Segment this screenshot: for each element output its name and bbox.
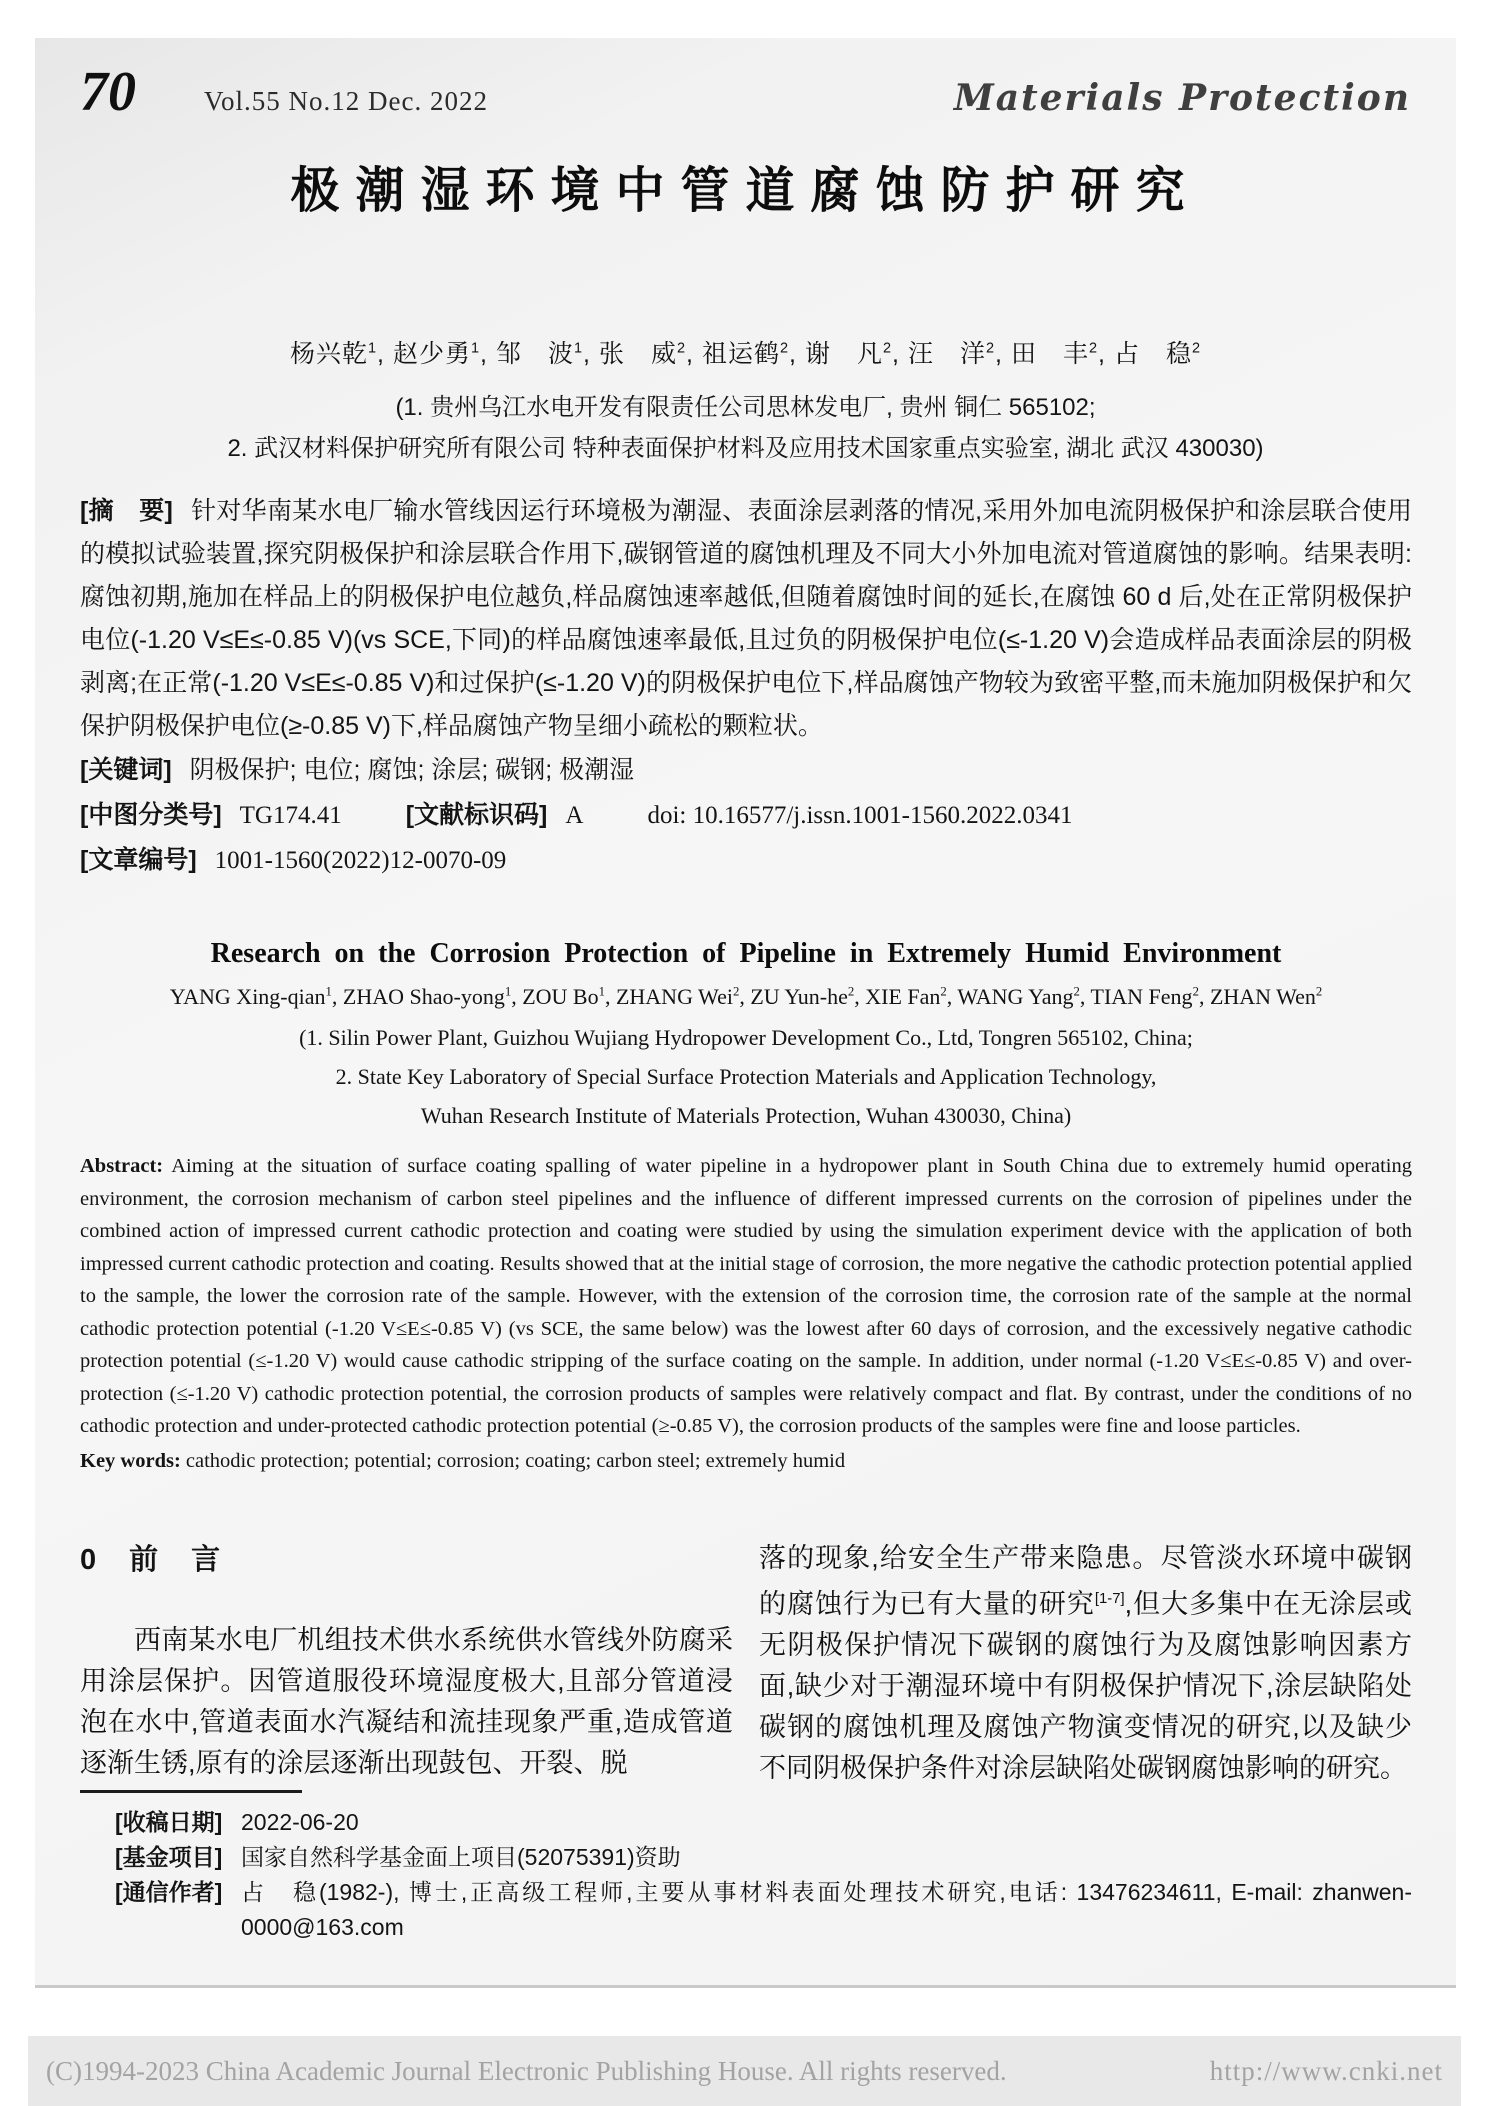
author-name: ZHANG Wei [615, 984, 733, 1009]
author [599, 340, 686, 368]
author [522, 984, 605, 1009]
author-name: YANG Xing-qian [169, 984, 326, 1009]
page-number: 70 [80, 61, 136, 123]
clc-line [80, 793, 1412, 838]
article-id-label: [文章编号] [80, 846, 197, 874]
affiliations-zh [35, 387, 1456, 469]
author [170, 984, 332, 1009]
issue-info: Vol.55 No.12 Dec. 2022 [204, 86, 488, 116]
abstract-text-en: Aiming at the situation of surface coating spalling of water pipeline in a hydropower plant in South China due to extremely humid operating environment, the corrosion mechanism of carbon steel pipelines and the influence of different impressed currents on the corrosion of pipelines under the combined action of impressed current cathodic protection and coating were studied by using the simulation experiment device with the application of both impressed current cathodic protection and coating. Results showed that at the initial stage of corrosion, the more negative the cathodic protection potential applied to the sample, the lower the corrosion rate of the sample. However, with the extension of the corrosion time, the corrosion rate of the sample at the normal cathodic protection potential (-1.20 V≤E≤-0.85 V) (vs SCE, the same below) was the lowest after 60 days of corrosion, and the excessively negative cathodic protection potential (≤-1.20 V) would cause cathodic stripping of the surface coating on the sample. In addition, under normal (-1.20 V≤E≤-0.85 V) and over-protection (≤-1.20 V) cathodic protection potential, the corrosion products of samples were relatively compact and flat. By contrast, under the conditions of no cathodic protection and under-protected cathodic protection potential (≥-0.85 V), the corrosion products of the samples were fine and loose particles. [80, 1155, 1412, 1437]
author-affiliation-sup: 2 [1088, 340, 1099, 357]
author [865, 984, 947, 1009]
footnote-label: [基金项目] [115, 1844, 223, 1870]
page-background [35, 38, 1456, 1988]
left-column [80, 1538, 733, 1789]
section-heading: 0 前 言 [80, 1544, 223, 1576]
affiliation-line: 2. 武汉材料保护研究所有限公司 特种表面保护材料及应用技术国家重点实验室, 湖北 武汉 430030) [227, 435, 1264, 462]
footnote-row [80, 1840, 1412, 1875]
author-affiliation-sup: 1 [470, 340, 481, 357]
author-affiliation-sup: 1 [573, 340, 584, 357]
author-affiliation-sup: 2 [1191, 340, 1202, 357]
footer-bar [28, 2036, 1461, 2106]
article-title-zh: 极潮湿环境中管道腐蚀防护研究 [290, 164, 1201, 218]
footnote-text: 国家自然科学基金面上项目(52075391)资助 [241, 1844, 681, 1870]
author-name: 张 威 [598, 340, 677, 368]
author [290, 340, 377, 368]
author [957, 984, 1080, 1009]
footnote-rows [80, 1805, 1412, 1945]
affiliations-en [80, 1018, 1412, 1135]
abstract-zh-paragraph [80, 490, 1412, 748]
author [496, 340, 583, 368]
footnote-label: [通信作者] [115, 1879, 223, 1905]
author-name: ZOU Bo [522, 984, 599, 1009]
body-paragraph-right [759, 1538, 1412, 1789]
author-affiliation-sup: 1 [598, 984, 605, 999]
author-affiliation-sup: 1 [504, 984, 512, 999]
footnote-separator [80, 1790, 302, 1793]
right-column [759, 1538, 1412, 1789]
right-paragraph-pre: 落的现象,给安全生产带来隐患。尽管淡水环境中碳钢的腐蚀行为已有大量的研究 [759, 1543, 1412, 1619]
journal-name: Materials Protection [953, 77, 1411, 119]
author [1114, 340, 1201, 368]
keywords-label-en: Key words: [80, 1449, 181, 1472]
author [1011, 340, 1098, 368]
author-name: 占 稳 [1113, 340, 1192, 368]
doc-code-value: A [565, 802, 584, 829]
copyright-notice: (C)1994-2023 China Academic Journal Electronic Publishing House. All rights reserved. [46, 2055, 1007, 2086]
author-name: 祖运鹤 [701, 340, 780, 368]
english-block [80, 938, 1412, 1477]
author-name: ZHAN Wen [1209, 984, 1316, 1009]
author-name: 赵少勇 [392, 340, 471, 368]
author-affiliation-sup: 2 [1315, 984, 1323, 999]
author-affiliation-sup: 2 [985, 340, 996, 357]
author [343, 984, 511, 1009]
clc-value: TG174.41 [239, 802, 342, 829]
abstract-label-en: Abstract: [80, 1155, 164, 1177]
author-affiliation-sup: 2 [676, 340, 687, 357]
cnki-url[interactable]: http://www.cnki.net [1209, 2055, 1443, 2086]
author-affiliation-sup: 2 [940, 984, 947, 999]
author-name: WANG Yang [957, 984, 1074, 1009]
author-name: XIE Fan [865, 984, 941, 1009]
author-affiliation-sup: 1 [367, 340, 378, 357]
author-affiliation-sup: 2 [779, 340, 790, 357]
footnote-text: 占 稳(1982-), 博士,正高级工程师,主要从事材料表面处理技术研究,电话: 13476234611, E-mail: zhanwen-0000@163.com [241, 1879, 1412, 1940]
author-affiliation-sup: 2 [732, 984, 740, 999]
author-affiliation-sup: 2 [1192, 984, 1199, 999]
affiliation-en-line: (1. Silin Power Plant, Guizhou Wujiang Hydropower Development Co., Ltd, Tongren 565102, China; [299, 1025, 1193, 1050]
authors-zh: 杨兴乾$^1$, 赵少勇$^1$, 邹 波$^1$, 张 威$^2$, 祖运鹤$^2$, 谢 凡$^2$, 汪 洋$^2$, 田 丰$^2$, 占 稳$^2$ [289, 340, 1202, 368]
author [393, 340, 480, 368]
abstract-en-paragraph [80, 1150, 1412, 1443]
author-affiliation-sup: 2 [882, 340, 893, 357]
body-paragraph-left: 西南某水电厂机组技术供水系统供水管线外防腐采用涂层保护。因管道服役环境湿度极大,且部分管道浸泡在水中,管道表面水汽凝结和流挂现象严重,造成管道逐渐生锈,原有的涂层逐渐出现鼓包、开裂、脱 [80, 1625, 733, 1778]
authors-en: YANG Xing-qian$^1$, ZHAO Shao-yong$^1$, ZOU Bo$^1$, ZHANG Wei$^2$, ZU Yun-$he^2$, XIE Fan$^2$, WANG Yang$^2$, TIAN Feng$^2$, ZHAN Wen$^2$ [169, 984, 1323, 1009]
clc-label: [中图分类号] [80, 801, 222, 829]
journal-header [80, 56, 1411, 128]
body-columns [80, 1538, 1412, 1789]
author [750, 984, 854, 1009]
abstract-text-zh: 针对华南某水电厂输水管线因运行环境极为潮湿、表面涂层剥落的情况,采用外加电流阴极保护和涂层联合使用的模拟试验装置,探究阴极保护和涂层联合作用下,碳钢管道的腐蚀机理及不同大小外加电流对管道腐蚀的影响。结果表明:腐蚀初期,施加在样品上的阴极保护电位越负,样品腐蚀速率越低,但随着腐蚀时间的延长,在腐蚀 60 d 后,处在正常阴极保护电位(-1.20 V≤E≤-0.85 V)(vs SCE,下同)的样品腐蚀速率最低,且过负的阴极保护电位(≤-1.20 V)会造成样品表面涂层的阴极剥离;在正常(-1.20 V≤E≤-0.85 V)和过保护(≤-1.20 V)的阴极保护电位下,样品腐蚀产物较为致密平整,而未施加阴极保护和欠保护阴极保护电位(≥-0.85 V)下,样品腐蚀产物呈细小疏松的颗粒状。 [80, 497, 1412, 740]
author-affiliation-sup: 2 [847, 984, 855, 999]
footnote-block [80, 1790, 1412, 1945]
article-title-en: Research on the Corrosion Protection of Pipeline in Extremely Humid Environment [210, 938, 1282, 969]
author-name: 谢 凡 [804, 340, 883, 368]
keywords-en: cathodic protection; potential; corrosion; coating; carbon steel; extremely humid [185, 1449, 846, 1472]
author [702, 340, 789, 368]
right-paragraph-post: ,但大多集中在无涂层或无阴极保护情况下碳钢的腐蚀行为及腐蚀影响因素方面,缺少对于潮湿环境中有阴极保护情况下,涂层缺陷处碳钢的腐蚀机理及腐蚀产物演变情况的研究,以及缺少不同阴极保护条件对涂层缺陷处碳钢腐蚀影响的研究。 [759, 1589, 1412, 1783]
footnote-row [80, 1805, 1412, 1840]
footnote-text: 2022-06-20 [241, 1809, 359, 1835]
author-name: ZU Yun-he [750, 984, 848, 1009]
author-name: 汪 洋 [907, 340, 986, 368]
keywords-zh: 阴极保护; 电位; 腐蚀; 涂层; 碳钢; 极潮湿 [189, 756, 635, 784]
citation-ref: [1-7] [1094, 1591, 1125, 1607]
author-affiliation-sup: 2 [1073, 984, 1080, 999]
author-name: 邹 波 [495, 340, 574, 368]
author-name: 杨兴乾 [289, 340, 368, 368]
author [1091, 984, 1199, 1009]
author-affiliation-sup: 1 [325, 984, 332, 999]
keywords-label-zh: [关键词] [80, 756, 172, 784]
affiliation-en-line: Wuhan Research Institute of Materials Protection, Wuhan 430030, China) [420, 1103, 1072, 1128]
author-name: 田 丰 [1010, 340, 1089, 368]
affiliation-line: (1. 贵州乌江水电开发有限责任公司思林发电厂, 贵州 铜仁 565102; [395, 394, 1096, 421]
article-id: 1001-1560(2022)12-0070-09 [214, 847, 507, 874]
author [908, 340, 995, 368]
footnote-label: [收稿日期] [115, 1809, 223, 1835]
author [1210, 984, 1322, 1009]
keywords-zh-line [80, 749, 1412, 792]
article-id-line [80, 838, 1412, 883]
affiliation-en-line: 2. State Key Laboratory of Special Surface Protection Materials and Application Technology, [335, 1064, 1157, 1089]
author [616, 984, 739, 1009]
abstract-label-zh: [摘 要] [80, 497, 173, 525]
chinese-meta-block [80, 490, 1412, 883]
keywords-en-line [80, 1445, 1412, 1478]
author-name: ZHAO Shao-yong [342, 984, 505, 1009]
footnote-row [80, 1875, 1412, 1945]
author-name: TIAN Feng [1090, 984, 1193, 1009]
doc-code-label: [文献标识码] [405, 801, 548, 829]
doi: doi: 10.16577/j.issn.1001-1560.2022.0341 [647, 802, 1073, 829]
author [805, 340, 892, 368]
